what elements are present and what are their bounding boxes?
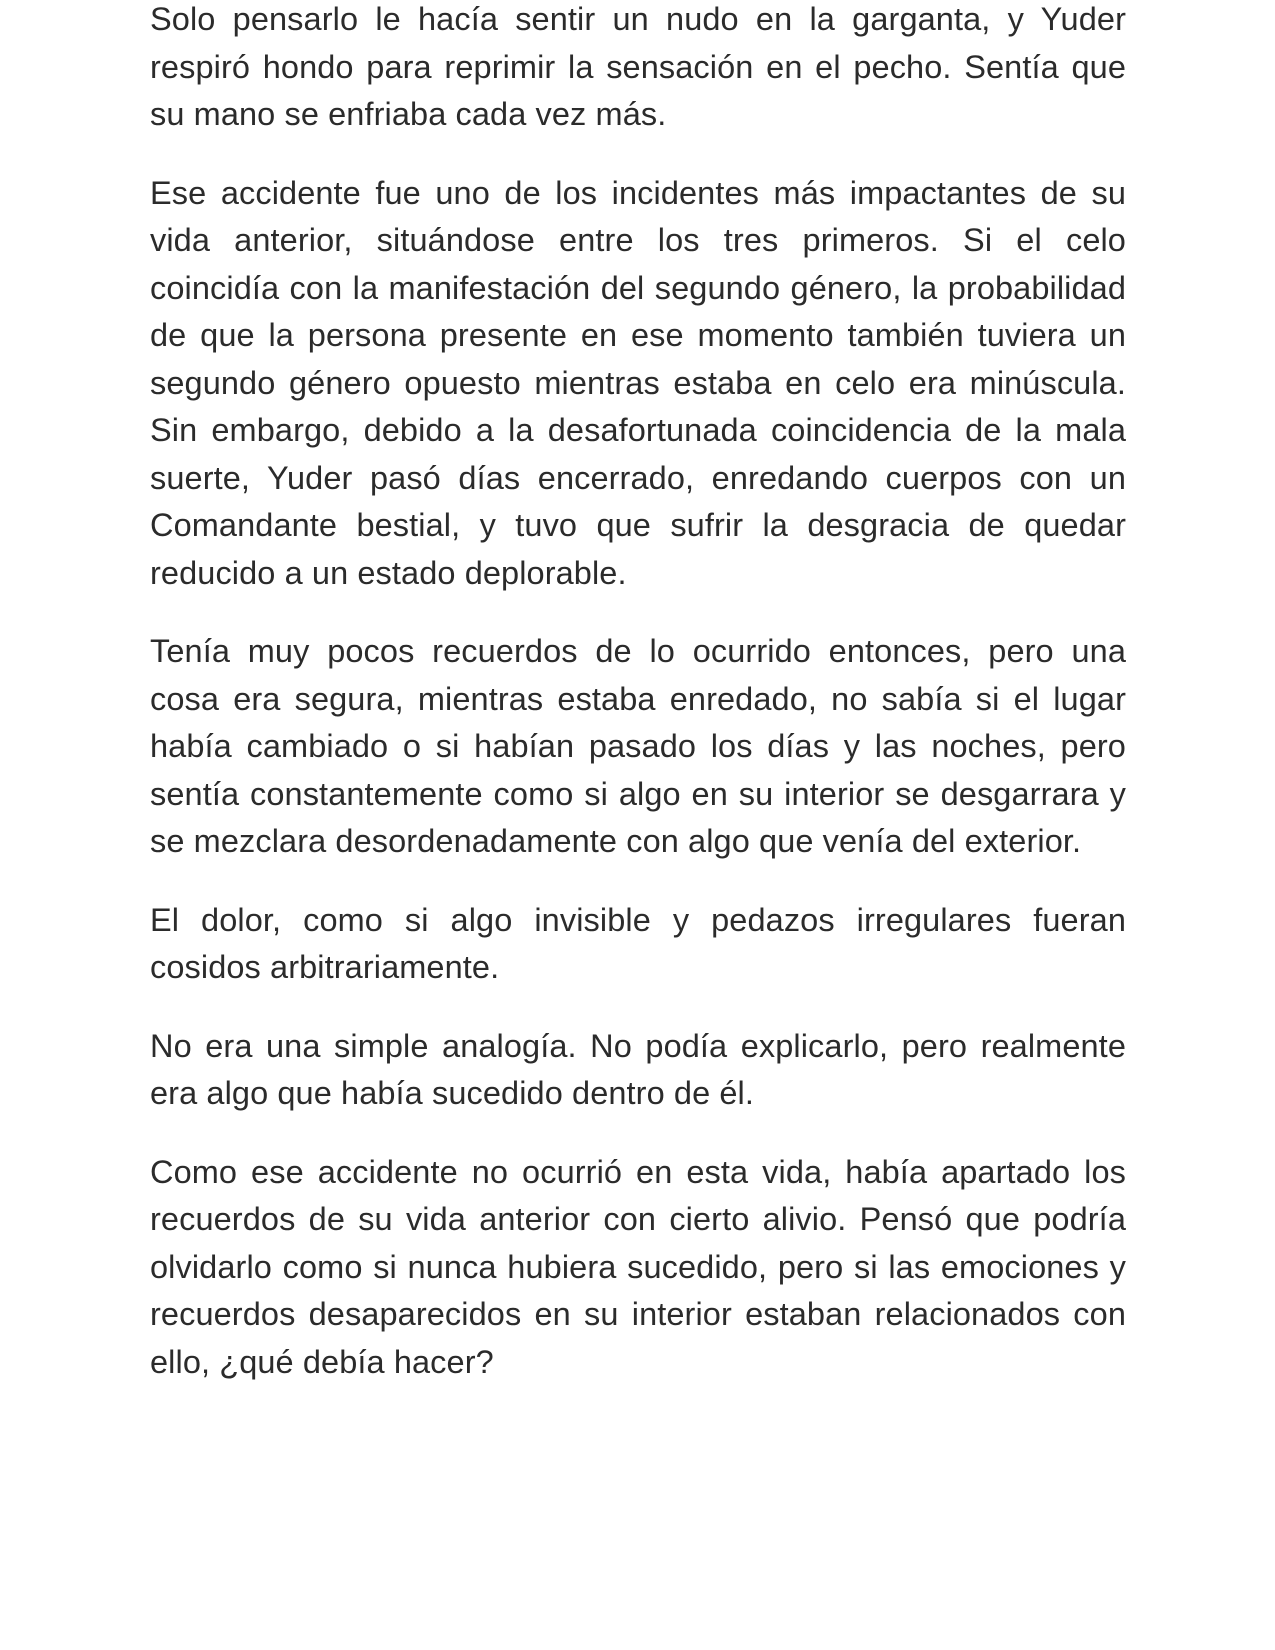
paragraph-6: Como ese accidente no ocurrió en esta vida, había apartado los recuerdos de su vida anterior con cierto alivio. Pensó que podría olvidarlo como si nunca hubiera sucedido, pero si las emociones y recuerdos desaparecidos en su interior estaban relacionados con ello, ¿qué debía hacer?	[150, 1153, 1126, 1380]
paragraph-3: Tenía muy pocos recuerdos de lo ocurrido entonces, pero una cosa era segura, mientras estaba enredado, no sabía si el lugar había cambiado o si habían pasado los días y las noches, pero sentía constantemente como si algo en su interior se desgarrara y se mezclara desordenadamente con algo que venía del exterior.	[150, 633, 1126, 859]
paragraph-5: No era una simple analogía. No podía explicarlo, pero realmente era algo que había sucedido dentro de él.	[150, 1027, 1126, 1111]
paragraph-1: Solo pensarlo le hacía sentir un nudo en la garganta, y Yuder respiró hondo para reprimir la sensación en el pecho. Sentía que su mano se enfriaba cada vez más.	[150, 1, 1126, 132]
document-page	[150, 0, 1126, 1417]
paragraph-4: El dolor, como si algo invisible y pedazos irregulares fueran cosidos arbitrariamente.	[150, 901, 1126, 985]
paragraph-2: Ese accidente fue uno de los incidentes más impactantes de su vida anterior, situándose entre los tres primeros. Si el celo coincidía con la manifestación del segundo género, la probabilidad de que la persona presente en ese momento también tuviera un segundo género opuesto mientras estaba en celo era minúscula. Sin embargo, debido a la desafortunada coincidencia de la mala suerte, Yuder pasó días encerrado, enredando cuerpos con un Comandante bestial, y tuvo que sufrir la desgracia de quedar reducido a un estado deplorable.	[150, 174, 1126, 591]
